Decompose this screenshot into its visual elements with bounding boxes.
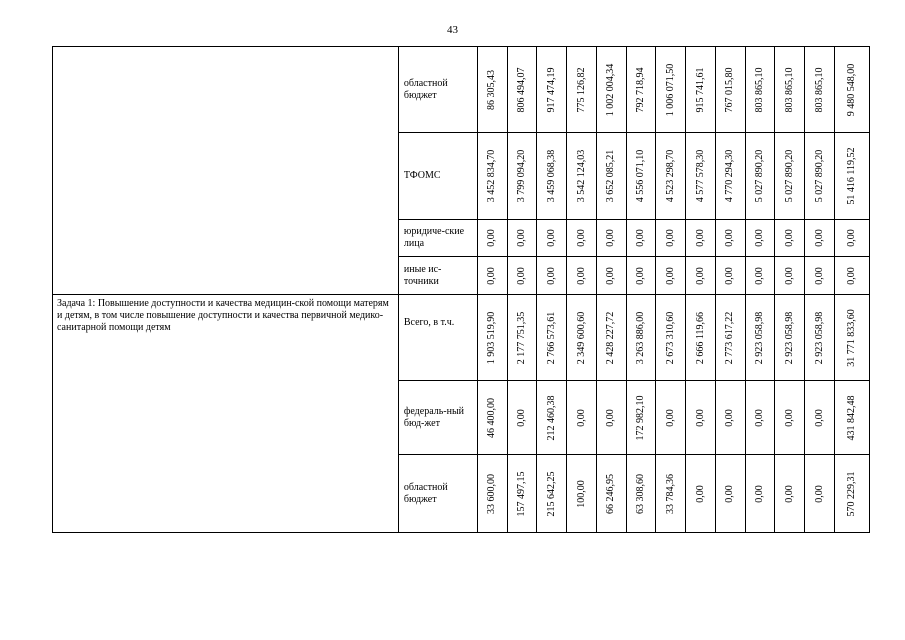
value-cell	[477, 295, 507, 381]
value-text: 9 480 548,00	[845, 63, 857, 116]
value-cell	[834, 381, 869, 455]
value-cell	[477, 220, 507, 257]
value-text: 86 305,43	[486, 69, 498, 110]
value-cell	[596, 257, 626, 295]
value-text: 2 428 227,72	[605, 311, 617, 364]
value-cell	[656, 455, 686, 533]
value-cell	[834, 47, 869, 133]
value-cell	[775, 381, 805, 455]
value-text: 0,00	[635, 266, 647, 285]
value-text: 0,00	[694, 266, 706, 285]
value-text: 0,00	[486, 229, 498, 247]
value-cell	[775, 295, 805, 381]
value-text: 803 865,10	[783, 67, 795, 112]
value-cell	[745, 455, 775, 533]
value-cell	[686, 257, 716, 295]
value-text: 215 642,25	[545, 471, 557, 516]
value-text: 33 600,00	[486, 473, 498, 514]
value-text: 2 773 617,22	[724, 311, 736, 364]
value-cell	[686, 133, 716, 220]
value-cell	[656, 295, 686, 381]
value-cell	[745, 133, 775, 220]
value-cell	[656, 381, 686, 455]
value-cell	[715, 257, 745, 295]
value-text: 5 027 890,20	[754, 149, 766, 203]
value-text: 0,00	[694, 229, 706, 247]
value-cell	[507, 133, 537, 220]
value-cell	[537, 133, 567, 220]
value-text: 0,00	[813, 408, 825, 427]
value-text: 0,00	[845, 229, 857, 247]
value-cell	[567, 381, 597, 455]
value-cell	[805, 47, 835, 133]
value-cell	[596, 47, 626, 133]
value-cell	[805, 257, 835, 295]
value-text: 0,00	[516, 266, 528, 285]
value-cell	[805, 455, 835, 533]
funding-source-cell: иные ис-точники	[398, 257, 477, 295]
value-text: 0,00	[575, 229, 587, 247]
value-text: 792 718,94	[635, 67, 647, 112]
value-text: 0,00	[545, 266, 557, 285]
value-text: 806 494,07	[516, 67, 528, 112]
value-text: 0,00	[635, 229, 647, 247]
value-text: 31 771 833,60	[845, 308, 857, 367]
value-text: 66 246,95	[605, 473, 617, 514]
value-text: 63 308,60	[635, 473, 647, 514]
value-cell	[507, 381, 537, 455]
value-cell	[567, 47, 597, 133]
value-text: 0,00	[516, 408, 528, 427]
value-text: 33 784,36	[664, 473, 676, 514]
page-number: 43	[447, 24, 458, 36]
value-text: 0,00	[605, 408, 617, 427]
value-cell	[656, 47, 686, 133]
value-cell	[745, 220, 775, 257]
value-text: 917 474,19	[545, 67, 557, 112]
value-cell	[656, 133, 686, 220]
value-text: 0,00	[664, 229, 676, 247]
value-cell	[537, 47, 567, 133]
value-text: 0,00	[724, 229, 736, 247]
value-cell	[805, 381, 835, 455]
value-cell	[626, 381, 656, 455]
value-cell	[775, 455, 805, 533]
value-cell	[507, 47, 537, 133]
value-text: 2 673 310,60	[664, 311, 676, 364]
value-cell	[477, 257, 507, 295]
value-text: 0,00	[754, 408, 766, 427]
value-text: 46 400,00	[486, 397, 498, 438]
funding-source-cell: ТФОМС	[398, 133, 477, 220]
value-text: 0,00	[575, 266, 587, 285]
value-cell	[596, 133, 626, 220]
value-text: 0,00	[754, 266, 766, 285]
value-cell	[596, 295, 626, 381]
value-text: 0,00	[694, 408, 706, 427]
value-text: 51 416 119,52	[845, 147, 857, 205]
value-text: 0,00	[845, 266, 857, 285]
value-cell	[507, 220, 537, 257]
value-cell	[477, 455, 507, 533]
value-cell	[745, 257, 775, 295]
value-text: 3 263 886,00	[635, 311, 647, 364]
funding-source-cell: юридиче-ские лица	[398, 220, 477, 257]
value-text: 3 459 068,38	[545, 149, 557, 203]
value-cell	[477, 133, 507, 220]
value-text: 212 460,38	[545, 395, 557, 440]
value-text: 0,00	[724, 266, 736, 285]
value-cell	[656, 257, 686, 295]
value-text: 0,00	[813, 266, 825, 285]
value-text: 2 923 058,98	[754, 311, 766, 364]
value-cell	[686, 295, 716, 381]
value-text: 0,00	[724, 408, 736, 427]
value-cell	[596, 220, 626, 257]
value-text: 1 903 519,90	[486, 311, 498, 364]
value-cell	[626, 455, 656, 533]
value-text: 5 027 890,20	[783, 149, 795, 203]
value-text: 0,00	[724, 484, 736, 503]
value-cell	[715, 455, 745, 533]
value-text: 0,00	[783, 266, 795, 285]
budget-table	[52, 46, 870, 533]
value-text: 0,00	[754, 484, 766, 503]
value-cell	[596, 381, 626, 455]
value-cell	[834, 257, 869, 295]
value-text: 0,00	[664, 266, 676, 285]
value-text: 915 741,61	[694, 67, 706, 112]
value-text: 0,00	[754, 229, 766, 247]
value-cell	[686, 381, 716, 455]
funding-source-cell: федераль-ный бюд-жет	[398, 381, 477, 455]
value-text: 3 652 085,21	[605, 149, 617, 203]
value-cell	[507, 257, 537, 295]
value-text: 803 865,10	[754, 67, 766, 112]
value-cell	[567, 295, 597, 381]
value-text: 2 923 058,98	[813, 311, 825, 364]
value-cell	[537, 220, 567, 257]
value-text: 1 002 004,34	[605, 63, 617, 116]
value-text: 0,00	[783, 484, 795, 503]
funding-source-cell: областной бюджет	[398, 47, 477, 133]
value-cell	[775, 133, 805, 220]
table-row	[53, 295, 870, 381]
value-cell	[686, 455, 716, 533]
value-cell	[626, 133, 656, 220]
value-text: 0,00	[783, 408, 795, 427]
value-text: 0,00	[605, 266, 617, 285]
value-text: 172 982,10	[635, 395, 647, 440]
value-text: 2 177 751,35	[516, 311, 528, 364]
value-cell	[507, 295, 537, 381]
value-cell	[537, 257, 567, 295]
value-text: 0,00	[664, 408, 676, 427]
value-text: 2 766 573,61	[545, 311, 557, 364]
value-text: 0,00	[575, 408, 587, 427]
value-text: 4 770 294,30	[724, 149, 736, 203]
value-text: 803 865,10	[813, 67, 825, 112]
value-cell	[805, 133, 835, 220]
value-cell	[537, 295, 567, 381]
value-cell	[834, 133, 869, 220]
value-text: 0,00	[486, 266, 498, 285]
value-text: 4 523 298,70	[664, 149, 676, 203]
value-cell	[805, 295, 835, 381]
value-text: 0,00	[783, 229, 795, 247]
value-cell	[686, 220, 716, 257]
value-cell	[567, 257, 597, 295]
value-cell	[834, 295, 869, 381]
value-cell	[715, 47, 745, 133]
value-text: 767 015,80	[724, 67, 736, 112]
funding-source-cell: Всего, в т.ч.	[398, 295, 477, 381]
value-cell	[567, 220, 597, 257]
value-cell	[626, 257, 656, 295]
value-text: 0,00	[694, 484, 706, 503]
value-cell	[596, 455, 626, 533]
value-cell	[626, 47, 656, 133]
value-text: 570 229,31	[845, 471, 857, 516]
value-text: 100,00	[575, 479, 587, 508]
value-text: 0,00	[516, 229, 528, 247]
value-text: 1 006 071,50	[664, 63, 676, 116]
value-text: 775 126,82	[575, 67, 587, 112]
value-cell	[775, 220, 805, 257]
value-cell	[686, 47, 716, 133]
value-cell	[477, 381, 507, 455]
value-text: 157 497,15	[516, 471, 528, 516]
value-text: 3 799 094,20	[516, 149, 528, 203]
value-text: 3 452 834,70	[486, 149, 498, 203]
value-cell	[805, 220, 835, 257]
value-cell	[626, 220, 656, 257]
value-cell	[537, 455, 567, 533]
value-text: 4 577 578,30	[694, 149, 706, 203]
value-cell	[715, 133, 745, 220]
table-row	[53, 47, 870, 133]
value-text: 0,00	[545, 229, 557, 247]
value-text: 3 542 124,03	[575, 149, 587, 203]
value-cell	[745, 381, 775, 455]
value-cell	[745, 295, 775, 381]
value-cell	[745, 47, 775, 133]
value-text: 2 666 119,66	[694, 311, 706, 364]
task-cell: Задача 1: Повышение доступности и качества медицин-ской помощи матерям и детям, в том числе повышение доступности и качества первичной медико-санитарной помощи детям	[53, 295, 399, 533]
value-cell	[715, 381, 745, 455]
value-cell	[567, 455, 597, 533]
value-cell	[715, 220, 745, 257]
value-text: 2 923 058,98	[783, 311, 795, 364]
value-text: 0,00	[813, 484, 825, 503]
value-cell	[834, 220, 869, 257]
value-text: 431 842,48	[845, 395, 857, 440]
value-cell	[537, 381, 567, 455]
value-cell	[834, 455, 869, 533]
value-cell	[656, 220, 686, 257]
value-cell	[507, 455, 537, 533]
value-cell	[477, 47, 507, 133]
value-text: 0,00	[605, 229, 617, 247]
value-cell	[775, 47, 805, 133]
value-text: 5 027 890,20	[813, 149, 825, 203]
value-text: 0,00	[813, 229, 825, 247]
task-cell	[53, 47, 399, 295]
value-text: 4 556 071,10	[635, 149, 647, 203]
value-cell	[626, 295, 656, 381]
value-cell	[715, 295, 745, 381]
funding-source-cell: областной бюджет	[398, 455, 477, 533]
value-cell	[775, 257, 805, 295]
value-text: 2 349 600,60	[575, 311, 587, 364]
value-cell	[567, 133, 597, 220]
